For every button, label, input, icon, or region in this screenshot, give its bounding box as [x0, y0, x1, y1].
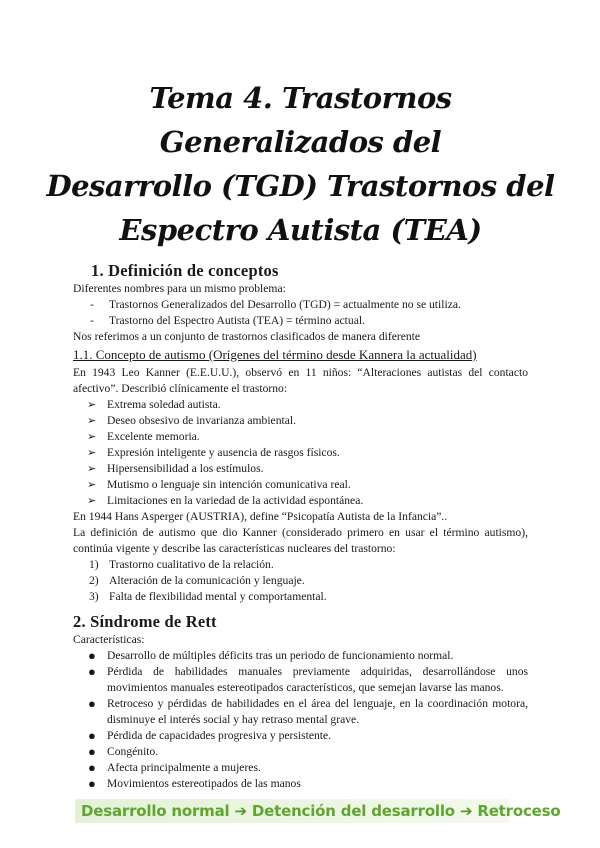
arrow-marker: ➢	[87, 399, 97, 411]
kanner-paragraph: En 1943 Leo Kanner (E.E.U.U.), observó en 11 niños: “Alteraciones autistas del contacto afectivo”. Describió clínicamente el trastorno:	[73, 366, 528, 395]
bullet-marker: ●	[88, 696, 96, 711]
list-item: ➢ Mutismo o lenguaje sin intención comunicativa real.	[87, 478, 351, 491]
list-item: 3) Falta de flexibilidad mental y comportamental.	[89, 590, 327, 603]
title-line-3: Espectro Autista (TEA)	[119, 213, 482, 247]
characteristics-list	[73, 648, 528, 792]
title-line-2: Desarrollo (TGD) Trastornos del	[46, 169, 555, 203]
names-list	[73, 297, 528, 329]
list-item: ➢ Hipersensibilidad a los estímulos.	[87, 462, 264, 475]
dash-marker: -	[90, 298, 94, 311]
document-page	[46, 0, 561, 823]
list-item: ➢ Deseo obsesivo de invarianza ambiental.	[87, 414, 296, 427]
bullet-marker: ●	[88, 776, 96, 791]
sub-heading-1-1: 1.1. Concepto de autismo (Orígenes del término desde Kannera la actualidad)	[73, 347, 477, 362]
page-title	[43, 76, 558, 252]
definition-paragraph: La definición de autismo que dio Kanner (considerado primero en usar el término autismo), continúa vigente y describe las características nucleares del trastorno:	[73, 526, 528, 555]
item-number: 2)	[89, 574, 99, 587]
bullet-marker: ●	[88, 744, 96, 759]
section-2-intro: Características:	[73, 633, 145, 646]
list-item: - Trastorno del Espectro Autista (TEA) = término actual.	[90, 314, 365, 327]
banner-step-detention: Detención del desarrollo	[251, 802, 455, 820]
section-1-intro: Diferentes nombres para un mismo problema:	[73, 282, 286, 295]
section-1-heading: 1. Definición de conceptos	[91, 261, 279, 280]
list-item: ● Afecta principalmente a mujeres.	[88, 760, 261, 775]
arrow-marker: ➢	[87, 431, 97, 443]
banner-step-regression: Retroceso	[477, 802, 561, 820]
list-item: ● Pérdida de habilidades manuales previamente adquiridas, desarrollándose unos movimientos manuales estereotipados característicos, que semejan lavarse las manos.	[88, 664, 528, 694]
item-number: 3)	[89, 590, 99, 603]
bullet-marker: ●	[88, 664, 96, 679]
arrow-marker: ➢	[87, 415, 97, 427]
list-item: ● Movimientos estereotipados de las manos	[88, 776, 301, 791]
list-item: 1) Trastorno cualitativo de la relación.	[89, 558, 274, 571]
list-item: ● Pérdida de capacidades progresiva y persistente.	[88, 728, 332, 743]
symptoms-list	[73, 397, 528, 509]
bullet-marker: ●	[88, 728, 96, 743]
section-1-outro: Nos referimos a un conjunto de trastornos clasificados de manera diferente	[73, 330, 421, 343]
banner-step-normal: Desarrollo normal	[81, 802, 230, 820]
arrow-marker: ➢	[87, 463, 97, 475]
list-item: ➢ Limitaciones en la variedad de la actividad espontánea.	[87, 494, 364, 507]
list-item: - Trastornos Generalizados del Desarrollo (TGD) = actualmente no se utiliza.	[90, 298, 461, 311]
item-number: 1)	[89, 558, 99, 571]
list-item: ● Congénito.	[88, 744, 159, 759]
list-item: ● Retroceso y pérdidas de habilidades en el área del lenguaje, en la coordinación motora, disminuye el interés social y hay retraso mental grave.	[88, 696, 528, 726]
section-2-heading: 2. Síndrome de Rett	[73, 612, 217, 631]
arrow-right-icon: ➔	[459, 802, 473, 820]
arrow-marker: ➢	[87, 479, 97, 491]
arrow-marker: ➢	[87, 447, 97, 459]
dash-marker: -	[90, 314, 94, 327]
list-item: ● Desarrollo de múltiples déficits tras un periodo de funcionamiento normal.	[88, 648, 454, 663]
list-item: ➢ Excelente memoria.	[87, 430, 200, 443]
core-features-list	[73, 557, 528, 605]
list-item: 2) Alteración de la comunicación y lenguaje.	[89, 574, 305, 587]
list-item: ➢ Extrema soledad autista.	[87, 398, 221, 411]
title-line-1: Tema 4. Trastornos Generalizados del	[149, 81, 452, 159]
list-item: ➢ Expresión inteligente y ausencia de rasgos físicos.	[87, 446, 340, 459]
bullet-marker: ●	[88, 760, 96, 775]
arrow-right-icon: ➔	[234, 802, 247, 820]
arrow-marker: ➢	[87, 495, 97, 507]
asperger-paragraph: En 1944 Hans Asperger (AUSTRIA), define “Psicopatía Autista de la Infancia”..	[73, 510, 448, 523]
progression-banner	[75, 799, 561, 823]
bullet-marker: ●	[88, 648, 96, 663]
